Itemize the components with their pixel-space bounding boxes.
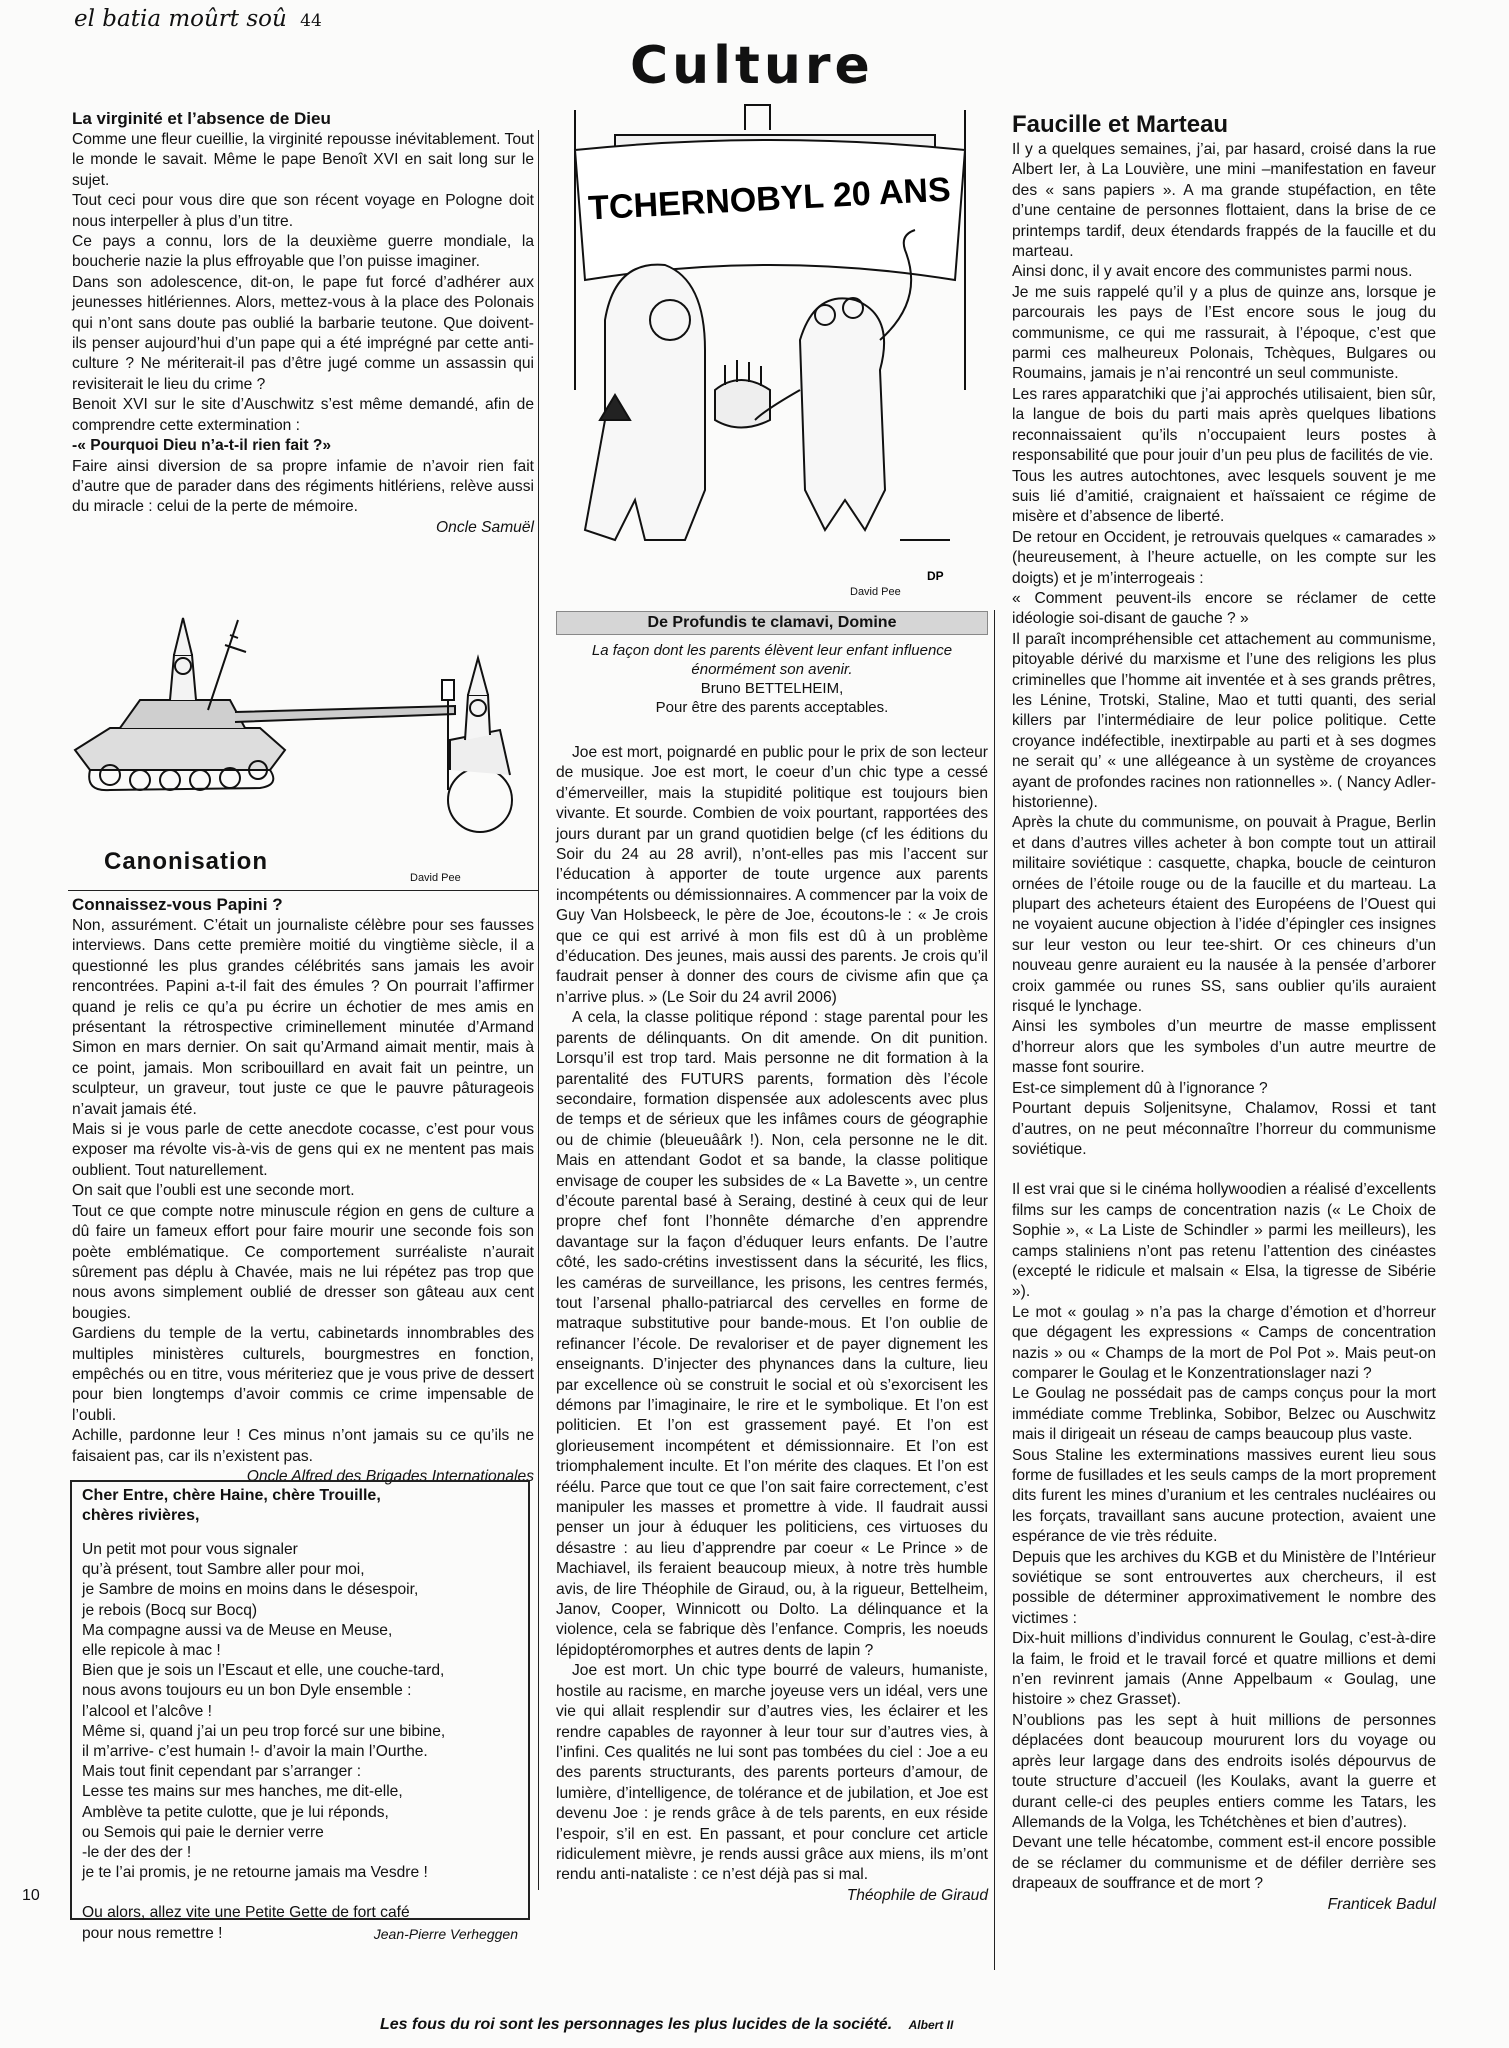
paragraph: On sait que l’oubli est une seconde mort. bbox=[72, 1182, 355, 1200]
article-papini bbox=[72, 894, 534, 1487]
cartoon-tchernobyl bbox=[555, 90, 985, 600]
paragraph: Les rares apparatchiki que j’ai approchés utilisaient, bien sûr, la langue de bois du parti mais après quelques libations reconnaissaient qu’ils n’occupaient leurs postes à responsabilité que pour jouir d’un peu plus de facilités de vie. bbox=[1012, 385, 1436, 465]
poem-line: qu’à présent, tout Sambre aller pour moi, bbox=[82, 1561, 365, 1579]
paragraph: Gardiens du temple de la vertu, cabinetards innombrables des multiples ministères culturels, bourgmestres en fonction, empêchés ou en titre, vous mériteriez que je vous prive de dessert pour bien longtemps d’avoir commis ce crime impensable de l’oubli. bbox=[72, 1325, 534, 1424]
section-title: Culture bbox=[630, 36, 874, 96]
signature: Oncle Samuël bbox=[436, 518, 534, 536]
paragraph: Devant une telle hécatombe, comment est-il encore possible de se réclamer du communisme et de défiler derrière ses drapeaux de souffrance et de mort ? bbox=[1012, 1834, 1436, 1893]
paragraph-spacer bbox=[1012, 1160, 1436, 1180]
column-rule-left bbox=[538, 130, 539, 1890]
cartoon-credit: David Pee bbox=[850, 586, 901, 598]
poem-line: je rebois (Bocq sur Bocq) bbox=[82, 1601, 258, 1619]
paragraph: Pourtant depuis Soljenitsyne, Chalamov, Rossi et tant d’autres, on ne peut méconnaître l’horreur du communisme soviétique. bbox=[1012, 1100, 1436, 1158]
masthead-title: el batia moûrt soû bbox=[74, 6, 287, 32]
poem-line: l’alcool et l’alcôve ! bbox=[82, 1702, 213, 1720]
paragraph: Il est vrai que si le cinéma hollywoodien a réalisé d’excellents films sur les camps de concentration nazis (« Le Choix de Sophie », « La Liste de Schindler » parmi les meilleurs), les camps staliniens n’ont pas retenu l’attention des cinéastes (excepté le ridicule et malsain « Elsa, la tigresse de Sibérie »). bbox=[1012, 1181, 1436, 1301]
tchernobyl-illustration bbox=[555, 90, 985, 600]
poem-line: Amblève ta petite culotte, que je lui réponds, bbox=[82, 1803, 389, 1821]
paragraph: Il y a quelques semaines, j’ai, par hasard, croisé dans la rue Albert Ier, à La Louvière, une mini –manifestation en faveur des « sans papiers ». A ma grande stupéfaction, en tête d’une centaine de personnes flottaient, dans la brise de ce printemps tardif, deux étendards frappés de la faucille et du marteau. bbox=[1012, 141, 1436, 261]
signature: Théophile de Giraud bbox=[846, 1886, 988, 1904]
page-number: 10 bbox=[22, 1887, 40, 1904]
epigraph bbox=[556, 641, 988, 717]
paragraph: Joe est mort, poignardé en public pour le prix de son lecteur de musique. Joe est mort, le coeur d’un chic type a cessé d’émerveiller, mais la stupidité politique est toujours bien vivante. Et sourde. Combien de voix pourtant, rapportées des jours durant par un grand quotidien belge (cf les éditions du Soir du 24 au 28 avril), n’ont-elles pas mis l’accent sur l’éducation à apporter de toute urgence aux parents incompétents ou démissionnaires. A commencer par la voix de Guy Van Holsbeeck, le père de Joe, écoutons-le : « Je crois que ce qui est arrivé à mon fils est dû à un problème d’éducation. Des jeunes, mais aussi des parents. Je crois qu’il faudrait penser à donner des cours de civisme afin que ça n’arrive plus. » (Le Soir du 24 avril 2006) bbox=[556, 744, 988, 1006]
article-title: Faucille et Marteau bbox=[1012, 111, 1229, 138]
masthead bbox=[74, 6, 322, 32]
paragraph: Achille, pardonne leur ! Ces minus n’ont jamais su ce qu’ils ne faisaient pas, car ils n’existent pas. bbox=[72, 1427, 534, 1465]
poem-line: il m’arrive- c’est humain !- d’avoir la main l’Ourthe. bbox=[82, 1743, 428, 1761]
poem-line: Un petit mot pour vous signaler bbox=[82, 1541, 298, 1558]
poem-line: je Sambre de moins en moins dans le désespoir, bbox=[82, 1581, 419, 1599]
epigraph-author: Bruno BETTELHEIM, bbox=[700, 680, 844, 697]
poem-line: -le der des der ! bbox=[82, 1844, 192, 1862]
paragraph: Le Goulag ne possédait pas de camps conçus pour la mort immédiate comme Treblinka, Sobibor, Belzec ou Auschwitz mais il dirigeait un réseau de camps beaucoup plus vaste. bbox=[1012, 1385, 1436, 1444]
poem-line: Ma compagne aussi va de Meuse en Meuse, bbox=[82, 1621, 393, 1639]
paragraph: Mais si je vous parle de cette anecdote cocasse, c’est pour vous exposer ma révolte vis-à-vis de gens qui ex ne mentent pas mais oublient. Tout naturellement. bbox=[72, 1121, 534, 1179]
divider-canonisation bbox=[68, 890, 538, 891]
paragraph: Je me suis rappelé qu’il y a plus de quinze ans, lorsque je parcourais les pays de l’Est encore sous le joug du communisme, ce qui me rassurait, à l’époque, c’est que parmi ces malheureux Polonais, Tchèques, Bulgares ou Roumains, jamais je n’ai rencontré un seul communiste. bbox=[1012, 283, 1436, 383]
issue-number: 44 bbox=[300, 11, 322, 31]
paragraph: Ainsi les symboles d’un meurtre de masse emplissent d’horreur alors que les symboles d’un autre meurtre de masse font sourire. bbox=[1012, 1018, 1436, 1077]
paragraph: Tout ce que compte notre minuscule région en gens de culture a dû faire un fameux effort pour faire mourir une seconde fois son poète emblématique. Ce comportement surréaliste n’aurait sûrement pas déplu à Chavée, mais ne lui répétez pas trop que nous avons simplement oublié de dresser son gâteau aux cent bougies. bbox=[72, 1202, 534, 1322]
cartoon-monogram: DP bbox=[927, 569, 944, 583]
paragraph: Dix-huit millions d’individus connurent le Goulag, c’est-à-dire la faim, le froid et le travail forcé et quatre millions et demi n’en revinrent jamais (Anne Appelbaum « Goulag, une histoire » chez Grasset). bbox=[1012, 1630, 1436, 1709]
article-title: Connaissez-vous Papini ? bbox=[72, 895, 283, 914]
paragraph: Ce pays a connu, lors de la deuxième guerre mondiale, la boucherie nazie la plus effroyable que l’on puisse imaginer. bbox=[72, 233, 534, 271]
paragraph: Tous les autres autochtones, avec lesquels souvent je me suis lié d’amitié, craignaient et haïssaient ce régime de misère et d’absence de liberté. bbox=[1012, 467, 1436, 526]
column-rule-right bbox=[994, 610, 995, 1970]
signature: Oncle Alfred des Brigades Internationales bbox=[246, 1467, 534, 1485]
footer-quote: Les fous du roi sont les personnages les plus lucides de la société. bbox=[380, 2016, 893, 2033]
cartoon-canonisation bbox=[70, 600, 540, 890]
poem-line: pour nous remettre ! bbox=[82, 1924, 223, 1942]
paragraph: Tout ceci pour vous dire que son récent voyage en Pologne doit nous interpeller à plus d’un titre. bbox=[72, 192, 534, 230]
footer bbox=[380, 2016, 953, 2034]
poem-last-line bbox=[82, 1924, 518, 1944]
poem-line: Lesse tes mains sur mes hanches, me dit-elle, bbox=[82, 1783, 403, 1801]
paragraph: Sous Staline les exterminations massives eurent lieu sous forme de fusillades et les seuls camps de la mort proprement dits furent les mines d’uranium et les centrales nucléaires ou les forçats, travaillant sans aucune protection, avaient une espérance de vie très réduite. bbox=[1012, 1446, 1436, 1546]
epigraph-text: La façon dont les parents élèvent leur enfant influence énormément son avenir. bbox=[591, 642, 953, 678]
paragraph: Non, assurément. C’était un journaliste célèbre pour ses fausses interviews. Dans cette première moitié du vingtième siècle, il a questionné les plus grandes célébrités sans jamais les avoir rencontrées. Papini a-t-il fait des émules ? On pourrait l’affirmer quand je relis ce qu’a pu écrire un échotier de mes amis en présentant la rétrospective criminellement minutée d’Armand Simon en mars dernier. On sait qu’Armand aimait mentir, mais à ce point, jamais. Mon scribouillard en avait fait un peintre, un sculpteur, un graveur, tout juste ce que le pauvre pâturageois n’avait jamais été. bbox=[72, 917, 534, 1118]
cartoon-credit: David Pee bbox=[410, 872, 461, 884]
paragraph: Ainsi donc, il y avait encore des communistes parmi nous. bbox=[1012, 263, 1413, 281]
paragraph: Benoit XVI sur le site d’Auschwitz s’est même demandé, afin de comprendre cette extermination : bbox=[72, 396, 534, 434]
paragraph-quote: -« Pourquoi Dieu n’a-t-il rien fait ?» bbox=[72, 437, 332, 455]
paragraph: Après la chute du communisme, on pouvait à Prague, Berlin et dans d’autres villes acheter à bon compte tout un attirail militaire soviétique : casquette, chapka, boucle de ceinturon ornées de l’étoile rouge ou de la faucille et du marteau. La plupart des acheteurs étaient des Européens de l’Ouest qui ne voyaient aucune objection à l’idée d’épingler ces insignes sur leur veston ou leur tee-shirt. Or ces chineurs d’un nouveau genre auraient eu la nausée à la pensée d’arborer croix gammée ou runes SS, sans oublier qu’ils auraient risqué le lynchage. bbox=[1012, 814, 1436, 1016]
paragraph: Faire ainsi diversion de sa propre infamie de n’avoir rien fait d’autre que de parader dans des régiments hitlériens, relève aussi du miracle : celui de la perte de mémoire. bbox=[72, 457, 534, 516]
poem-box bbox=[70, 1480, 530, 1942]
poem-line bbox=[82, 1883, 518, 1903]
article-title: De Profundis te clamavi, Domine bbox=[556, 611, 988, 635]
paragraph: Est-ce simplement dû à l’ignorance ? bbox=[1012, 1079, 1268, 1097]
paragraph: N’oublions pas les sept à huit millions de personnes déplacées dont beaucoup moururent lors du voyage ou après leur largage dans des endroits isolés dépourvus de toute structure d’accueil (les Koulaks, avant la guerre et durant celle-ci des peuples entiers comme les Tatars, les Allemands de la Volga, les Tchétchènes et bien d’autres). bbox=[1012, 1711, 1436, 1831]
poem-line: Mais tout finit cependant par s’arranger : bbox=[82, 1763, 362, 1781]
paragraph: Depuis que les archives du KGB et du Ministère de l’Intérieur soviétique se sont entrouvertes aux chercheurs, il est possible de déterminer approximativement le nombre des victimes : bbox=[1012, 1548, 1436, 1627]
tank-pope-illustration bbox=[70, 600, 540, 890]
paragraph: De retour en Occident, je retrouvais quelques « camarades » (heureusement, à l’heure actuelle, on les compte sur les doigts) et je m’interrogeais : bbox=[1012, 528, 1436, 587]
article-title: La virginité et l’absence de Dieu bbox=[72, 109, 331, 128]
poem-line: nous avons toujours eu un bon Dyle ensemble : bbox=[82, 1682, 412, 1700]
poem-line: Même si, quand j’ai un peu trop forcé sur une bibine, bbox=[82, 1722, 446, 1740]
poem-line: ou Semois qui paie le dernier verre bbox=[82, 1823, 324, 1841]
paragraph: Le mot « goulag » n’a pas la charge d’émotion et d’horreur que dégagent les expressions « Camps de concentration nazis » ou « Champs de la mort de Pol Pot ». Mais peut-on comparer le Goulag et le Konzentrationslager nazi ? bbox=[1012, 1303, 1436, 1382]
poem-lines bbox=[82, 1540, 518, 1944]
poem-title: Cher Entre, chère Haine, chère Trouille, chères rivières, bbox=[82, 1487, 381, 1524]
signature: Franticek Badul bbox=[1327, 1895, 1436, 1913]
article-faucille-marteau bbox=[1012, 110, 1436, 1915]
poem-line: Bien que je sois un l’Escaut et elle, une couche-tard, bbox=[82, 1662, 445, 1680]
cartoon-label: Canonisation bbox=[104, 848, 269, 875]
signature: Jean-Pierre Verheggen bbox=[373, 1925, 518, 1942]
paragraph: A cela, la classe politique répond : stage parental pour les parents de délinquants. On dit amende. On dit punition. Lorsqu’il est trop tard. Mais personne ne dit formation à la parentalité des FUTURS parents, formation dès l’école secondaire, formation dispensée aux adolescents avec plus de temps et de sérieux que les infâmes cours de géographie ou de chimie (bleueuâârk !). Non, cela personne ne le dit. Mais en attendant Godot et sa bande, la classe politique envisage de couper les subsides de « La Bavette », un centre d’écoute parental basé à Seraing, destiné à ceux qui de leur propre chef font l’honnête démarche d’en apprendre davantage sur la façon d’éduquer leurs enfants. De l’autre côté, les sado-crétins investissent dans la sécurité, les flics, les caméras de surveillance, les prisons, les centres fermés, tout l’arsenal phallo-patriarcal des cervelles en forme de matraque substitutive pour bande-mous. Et l’on oublie de refinancer l’école. De revaloriser et de payer dignement les enseignants. D’injecter des phynances dans la culture, lieu par excellence où se construit le social et où s’exorcisent les démons par l’imaginaire, le rire et le symbolique. Et l’on est politicien. Et l’on est grassement payé. Et l’on est glorieusement incompétent et démissionnaire. Et l’on est triomphalement inculte. Et l’on mérite des claques. Et l’on est réélu. Parce que tout ce que l’on sait faire correctement, c’est manipuler les masses et promettre à vide. Il faudrait aussi penser un jour à éduquer les politiciens, ces virtuoses du désastre : au lieu d’apprendre par coeur « Le Prince » de Machiavel, ils feraient beaucoup mieux, à notre très humble avis, de lire Théophile de Giraud, ou, à la rigueur, Bettelheim, Janov, Cooper, Winnicott ou Dolto. La délinquance et la violence, cela se fabrique dès l’enfance. Compris, les noeuds lépidoptéromorphes et autres dents de lapin ? bbox=[556, 1009, 988, 1659]
paragraph: Joe est mort. Un chic type bourré de valeurs, humaniste, hostile au racisme, en marche joyeuse vers un idéal, vers une vie qui allait resplendir sur d’autres vies, les éclairer et les rendre capables de rayonner à leur tour sur d’autres vies, à l’infini. Ces qualités ne lui sont pas tombées du ciel : Joe a eu des parents structurants, des parents porteurs d’amour, de lumière, d’intelligence, de tolérance et de jubilation, et Joe est devenu Joe : je rends grâce à de tels parents, en eux réside l’espoir, s’il en est. En passant, et pour conclure cet article ridiculement mièvre, je rends aussi grâce aux miens, ils m’ont rendu anti-nataliste : ce n’est déjà pas si mal. bbox=[556, 1662, 988, 1884]
paragraph: « Comment peuvent-ils encore se réclamer de cette idéologie soi-disant de gauche ? » bbox=[1012, 589, 1436, 628]
poem-line: je te l’ai promis, je ne retourne jamais ma Vesdre ! bbox=[82, 1864, 428, 1882]
paragraph: Il paraît incompréhensible cet attachement au communisme, pitoyable dérivé du marxisme et l’une des religions les plus criminelles que l’homme ait inventée et à ses grands prêtres, les Lénine, Trotski, Staline, Mao et tutti quanti, des serial killers par l’intermédiaire de leur police politique. Cette croyance indéfectible, inextirpable au parti et à ses dogmes ne serait qu’ « une allégeance à un système de croyances ayant de profondes racines non rationnelles ». ( Nancy Adler- historienne). bbox=[1012, 630, 1436, 811]
footer-author: Albert II bbox=[908, 2018, 954, 2032]
paragraph: Comme une fleur cueillie, la virginité repousse inévitablement. Tout le monde le savait. Même le pape Benoît XVI en sait long sur le sujet. bbox=[72, 131, 534, 189]
poem-line: elle repicole à mac ! bbox=[82, 1642, 221, 1660]
article-de-profundis bbox=[556, 743, 988, 1906]
epigraph-source: Pour être des parents acceptables. bbox=[655, 699, 889, 716]
poem-line: Ou alors, allez vite une Petite Gette de fort café bbox=[82, 1904, 410, 1922]
paragraph: Dans son adolescence, dit-on, le pape fut forcé d’adhérer aux jeunesses hitlériennes. Alors, mettez-vous à la place des Polonais qui n’ont sans doute pas oublié la barbarie teutone. Que doivent-ils penser aujourd’hui d’un pape qui a été imprégné par cette anti-culture ? Ne mériterait-il pas d’être jugé comme un assassin qui revisiterait le lieu du crime ? bbox=[72, 273, 534, 393]
banner-text: TCHERNOBYL 20 ANS bbox=[587, 170, 952, 228]
article-de-profundis-header bbox=[556, 611, 988, 717]
article-virginite bbox=[72, 108, 534, 538]
